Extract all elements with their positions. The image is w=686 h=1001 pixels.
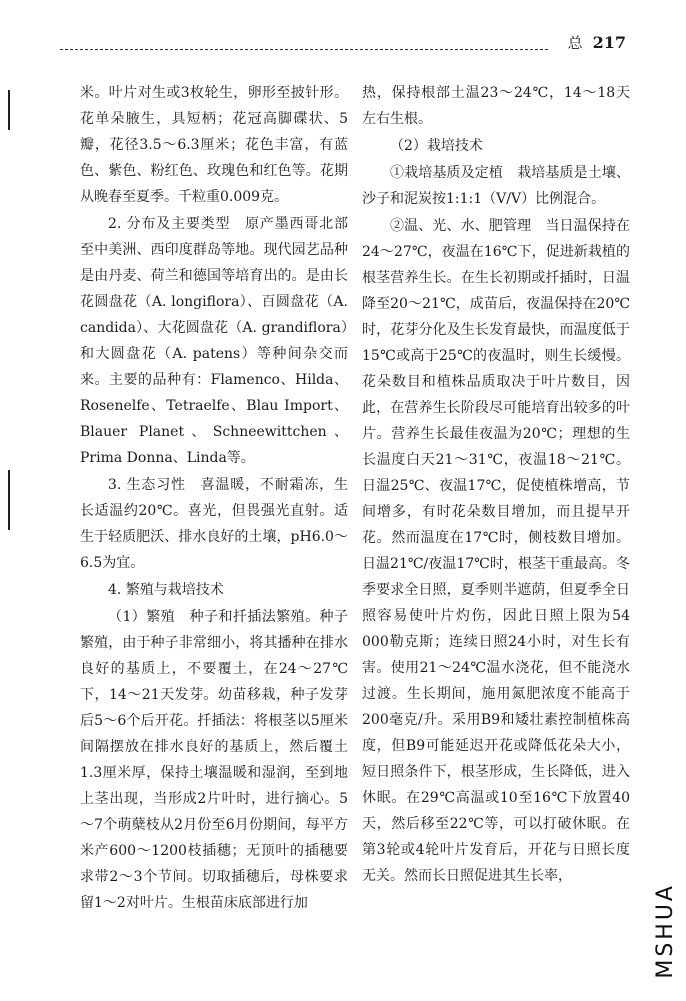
margin-mark [8,90,10,130]
right-paragraph: 热，保持根部土温23～24℃，14～18天左右生根。 [362,85,630,127]
header-section: 总 [567,34,583,52]
margin-mark [8,470,10,530]
header-meta [568,32,626,53]
right-paragraph: （2）栽培技术 [390,138,483,154]
left-paragraph: 3. 生态习性 喜温暖，不耐霜冻，生长适温约20℃。喜光，但畏强光直射。适生于轻质肥沃、排水良好的土壤，pH6.0～6.5为宜。 [80,477,348,571]
right-paragraph: ②温、光、水、肥管理 当日温保持在24～27℃，夜温在16℃下，促进新栽植的根茎营养生长。在生长初期或扦插时，日温降至20～21℃，成苗后，夜温保持在20℃时，花芽分化及生长发育最快，而温度低于15℃或高于25℃的夜温时，则生长缓慢。花朵数目和植株品质取决于叶片数目，因此，在营养生长阶段尽可能培育出较多的叶片。营养生长最佳夜温为20℃；理想的生长温度白天21～31℃，夜温18～21℃。日温25℃、夜温17℃，促使植株增高，节间增多，有时花朵数目增加，而且提早开花。然而温度在17℃时，侧枝数目增加。日温21℃/夜温17℃时，根茎干重最高。冬季要求全日照，夏季则半遮荫，但夏季全日照容易使叶片灼伤，因此日照上限为54 000勒克斯；连续日照24小时，对生长有害。使用21～24℃温水浇花，但不能浇水过渡。生长期间，施用氮肥浓度不能高于200毫克/升。采用B9和矮壮素控制植株高度，但B9可能延迟开花或降低花朵大小，短日照条件下，根茎形成，生长降低，进入休眠。在29℃高温或10至16℃下放置40天，然后移至22℃等，可以打破休眠。在第3轮或4轮叶片发育后，开花与日照长度无关。然而长日照促进其生长率， [362,218,630,884]
header-rule [60,49,548,50]
right-column [362,80,630,889]
left-paragraph: 4. 繁殖与栽培技术 [108,582,224,598]
watermark: MSHUA [653,883,678,979]
left-paragraph: 米。叶片对生或3枚轮生，卵形至披针形。花单朵腋生，具短柄；花冠高脚碟状、5瓣，花径3.5～6.3厘米；花色丰富，有蓝色、紫色、粉红色、玫瑰色和红色等。花期从晚春至夏季。千粒重0.009克。 [80,85,348,205]
left-column [80,80,348,916]
page-header [60,30,626,56]
left-paragraph: （1）繁殖 种子和扦插法繁殖。种子繁殖，由于种子非常细小，将其播种在排水良好的基质上，不要覆土，在24～27℃下，14～21天发芽。幼苗移栽，种子发芽后5～6个后开花。扦插法：将根茎以5厘米间隔摆放在排水良好的基质上，然后覆土1.3厘米厚，保持土壤温暖和湿润，至到地上茎出现，当形成2片叶时，进行摘心。5～7个萌蘖枝从2月份至6月份期间，每平方米产600～1200枝插穗；无顶叶的插穗要求带2～3个节间。切取插穗后，母株要求留1～2对叶片。生根苗床底部进行加 [80,609,348,911]
right-paragraph: ①栽培基质及定植 栽培基质是土壤、沙子和泥炭按1:1:1（V/V）比例混合。 [362,165,630,207]
page-number: 217 [592,33,626,52]
left-paragraph: 2. 分布及主要类型 原产墨西哥北部至中美洲、西印度群岛等地。现代园艺品种是由丹麦、荷兰和德国等培育出的。是由长花圆盘花（A. longiflora）、百圆盘花（A. candida）、大花圆盘花（A. grandiflora）和大圆盘花（A. patens）等种间杂交而来。主要的品种有：Flamenco、Hilda、Rosenelfe、Tetraelfe、Blau Import、Blauer Planet、Schneewittchen、Prima Donna、Linda等。 [80,216,348,466]
